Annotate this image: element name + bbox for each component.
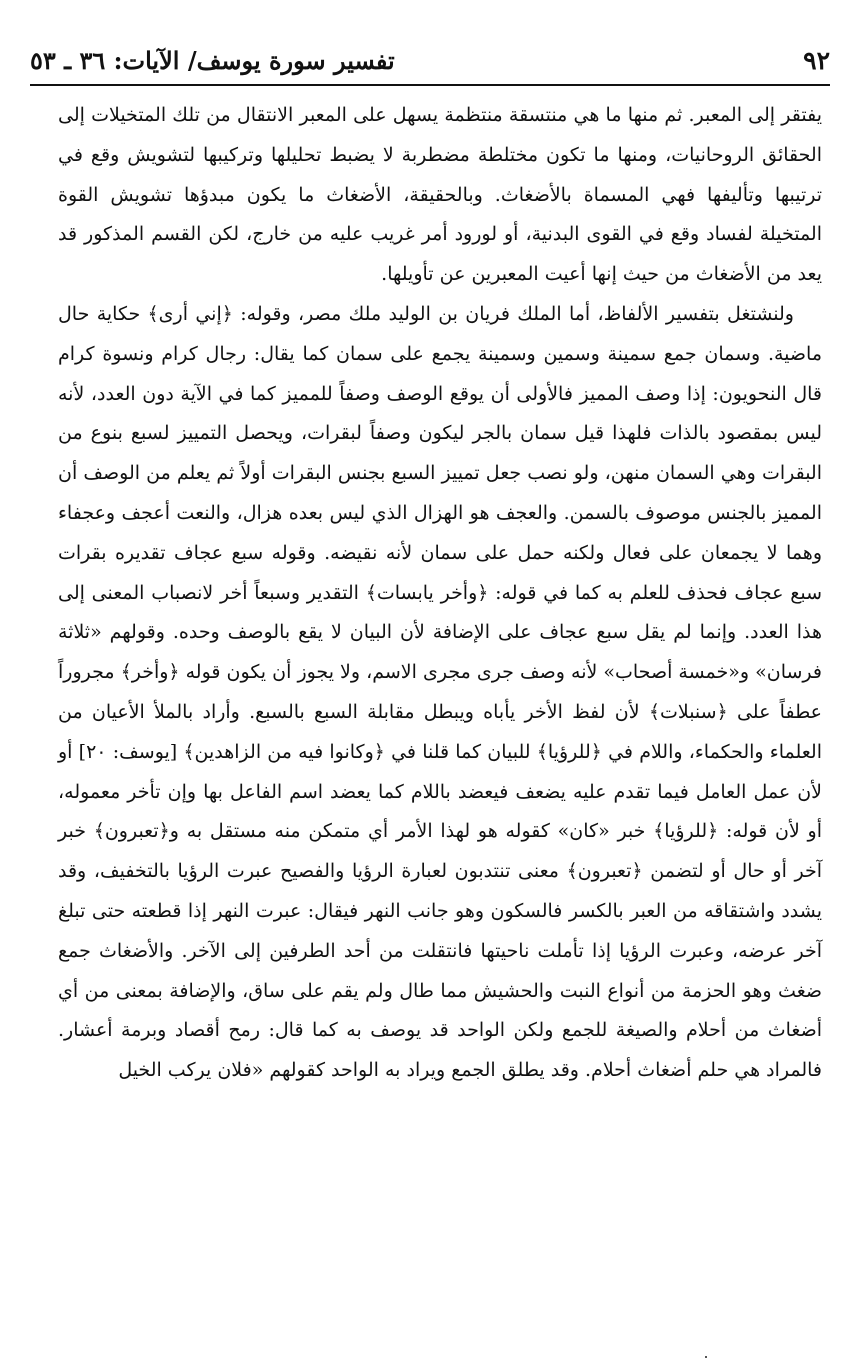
page-header [30, 38, 830, 82]
paragraph-2: ولنشتغل بتفسير الألفاظ، أما الملك فريان بن الوليد ملك مصر، وقوله: ﴿إني أرى﴾ حكاية حال ماضية. وسمان جمع سمينة وسمين وسمينة يجمع على سمان كما يقال: رجال كرام ونسوة كرام قال النحويون: إذا وصف المميز فالأولى أن يوقع الوصف وصفاً للمميز كما في الآية دون العدد، لأنه ليس بمقصود بالذات فلهذا قيل سمان بالجر ليكون وصفاً لبقرات، ويحصل التمييز لسبع بنوع من البقرات وهي السمان منهن، ولو نصب جعل تمييز السبع بجنس البقرات أولاً ثم يعلم من الوصف أن المميز بالجنس موصوف بالسمن. والعجف هو الهزال الذي ليس بعده هزال، والنعت أعجف وعجفاء وهما لا يجمعان على فعال ولكنه حمل على سمان لأنه نقيضه. وقوله سبع عجاف تقديره بقرات سبع عجاف فحذف للعلم به كما في قوله: ﴿وأخر يابسات﴾ التقدير وسبعاً أخر لانصباب المعنى إلى هذا العدد. وإنما لم يقل سبع عجاف على الإضافة لأن البيان لا يقع بالوصف وحده. وقولهم «ثلاثة فرسان» و«خمسة أصحاب» لأنه وصف جرى مجرى الاسم، ولا يجوز أن يكون قوله ﴿وأخر﴾ مجروراً عطفاً على ﴿سنبلات﴾ لأن لفظ الأخر يأباه ويبطل مقابلة السبع بالسبع. وأراد بالملأ الأعيان من العلماء والحكماء، واللام في ﴿للرؤيا﴾ للبيان كما قلنا في ﴿وكانوا فيه من الزاهدين﴾ [يوسف: ٢٠] أو لأن عمل العامل فيما تقدم عليه يضعف فيعضد باللام كما يعضد اسم الفاعل بها وإن تأخر معموله، أو لأن قوله: ﴿للرؤيا﴾ خبر «كان» كقوله هو لهذا الأمر أي متمكن منه مستقل به و﴿تعبرون﴾ خبر آخر أو حال أو لتضمن ﴿تعبرون﴾ معنى تنتدبون لعبارة الرؤيا والفصيح عبرت الرؤيا بالتخفيف، وقد يشدد واشتقاقه من العبر بالكسر فالسكون وهو جانب النهر فيقال: عبرت النهر إذا قطعته حتى تبلغ آخر عرضه، وعبرت الرؤيا إذا تأملت ناحيتها فانتقلت من أحد الطرفين إلى الآخر. والأضغاث جمع ضغث وهو الحزمة من أنواع النبت والحشيش مما طال ولم يقم على ساق، والإضافة بمعنى من أي أضغاث من أحلام والصيغة للجمع ولكن الواحد قد يوصف به كما قال: رمح أقصاد وبرمة أعشار. فالمراد هي حلم أضغاث أحلام. وقد يطلق الجمع ويراد به الواحد كقولهم «فلان يركب الخيل [58, 302, 823, 1082]
scan-speck [705, 1356, 707, 1358]
body-text [58, 96, 822, 1091]
header-rule [30, 84, 830, 86]
paragraph-1: يفتقر إلى المعبر. ثم منها ما هي منتسقة منتظمة يسهل على المعبر الانتقال من تلك المتخيلات إلى الحقائق الروحانيات، ومنها ما تكون مختلطة مضطربة لا يضبط تحليلها وتركيبها لتشويش وقع في ترتيبها وتأليفها فهي المسماة بالأضغاث. وبالحقيقة، الأضغاث ما يكون مبدؤها تشويش القوة المتخيلة لفساد وقع في القوى البدنية، أو لورود أمر غريب عليه من خارج، لكن القسم المذكور قد يعد من الأضغاث من حيث إنها أعيت المعبرين عن تأويلها. [58, 104, 822, 286]
page-number: ٩٢ [803, 45, 830, 75]
running-title: تفسير سورة يوسف/ الآيات: ٣٦ ـ ٥٣ [30, 45, 395, 75]
